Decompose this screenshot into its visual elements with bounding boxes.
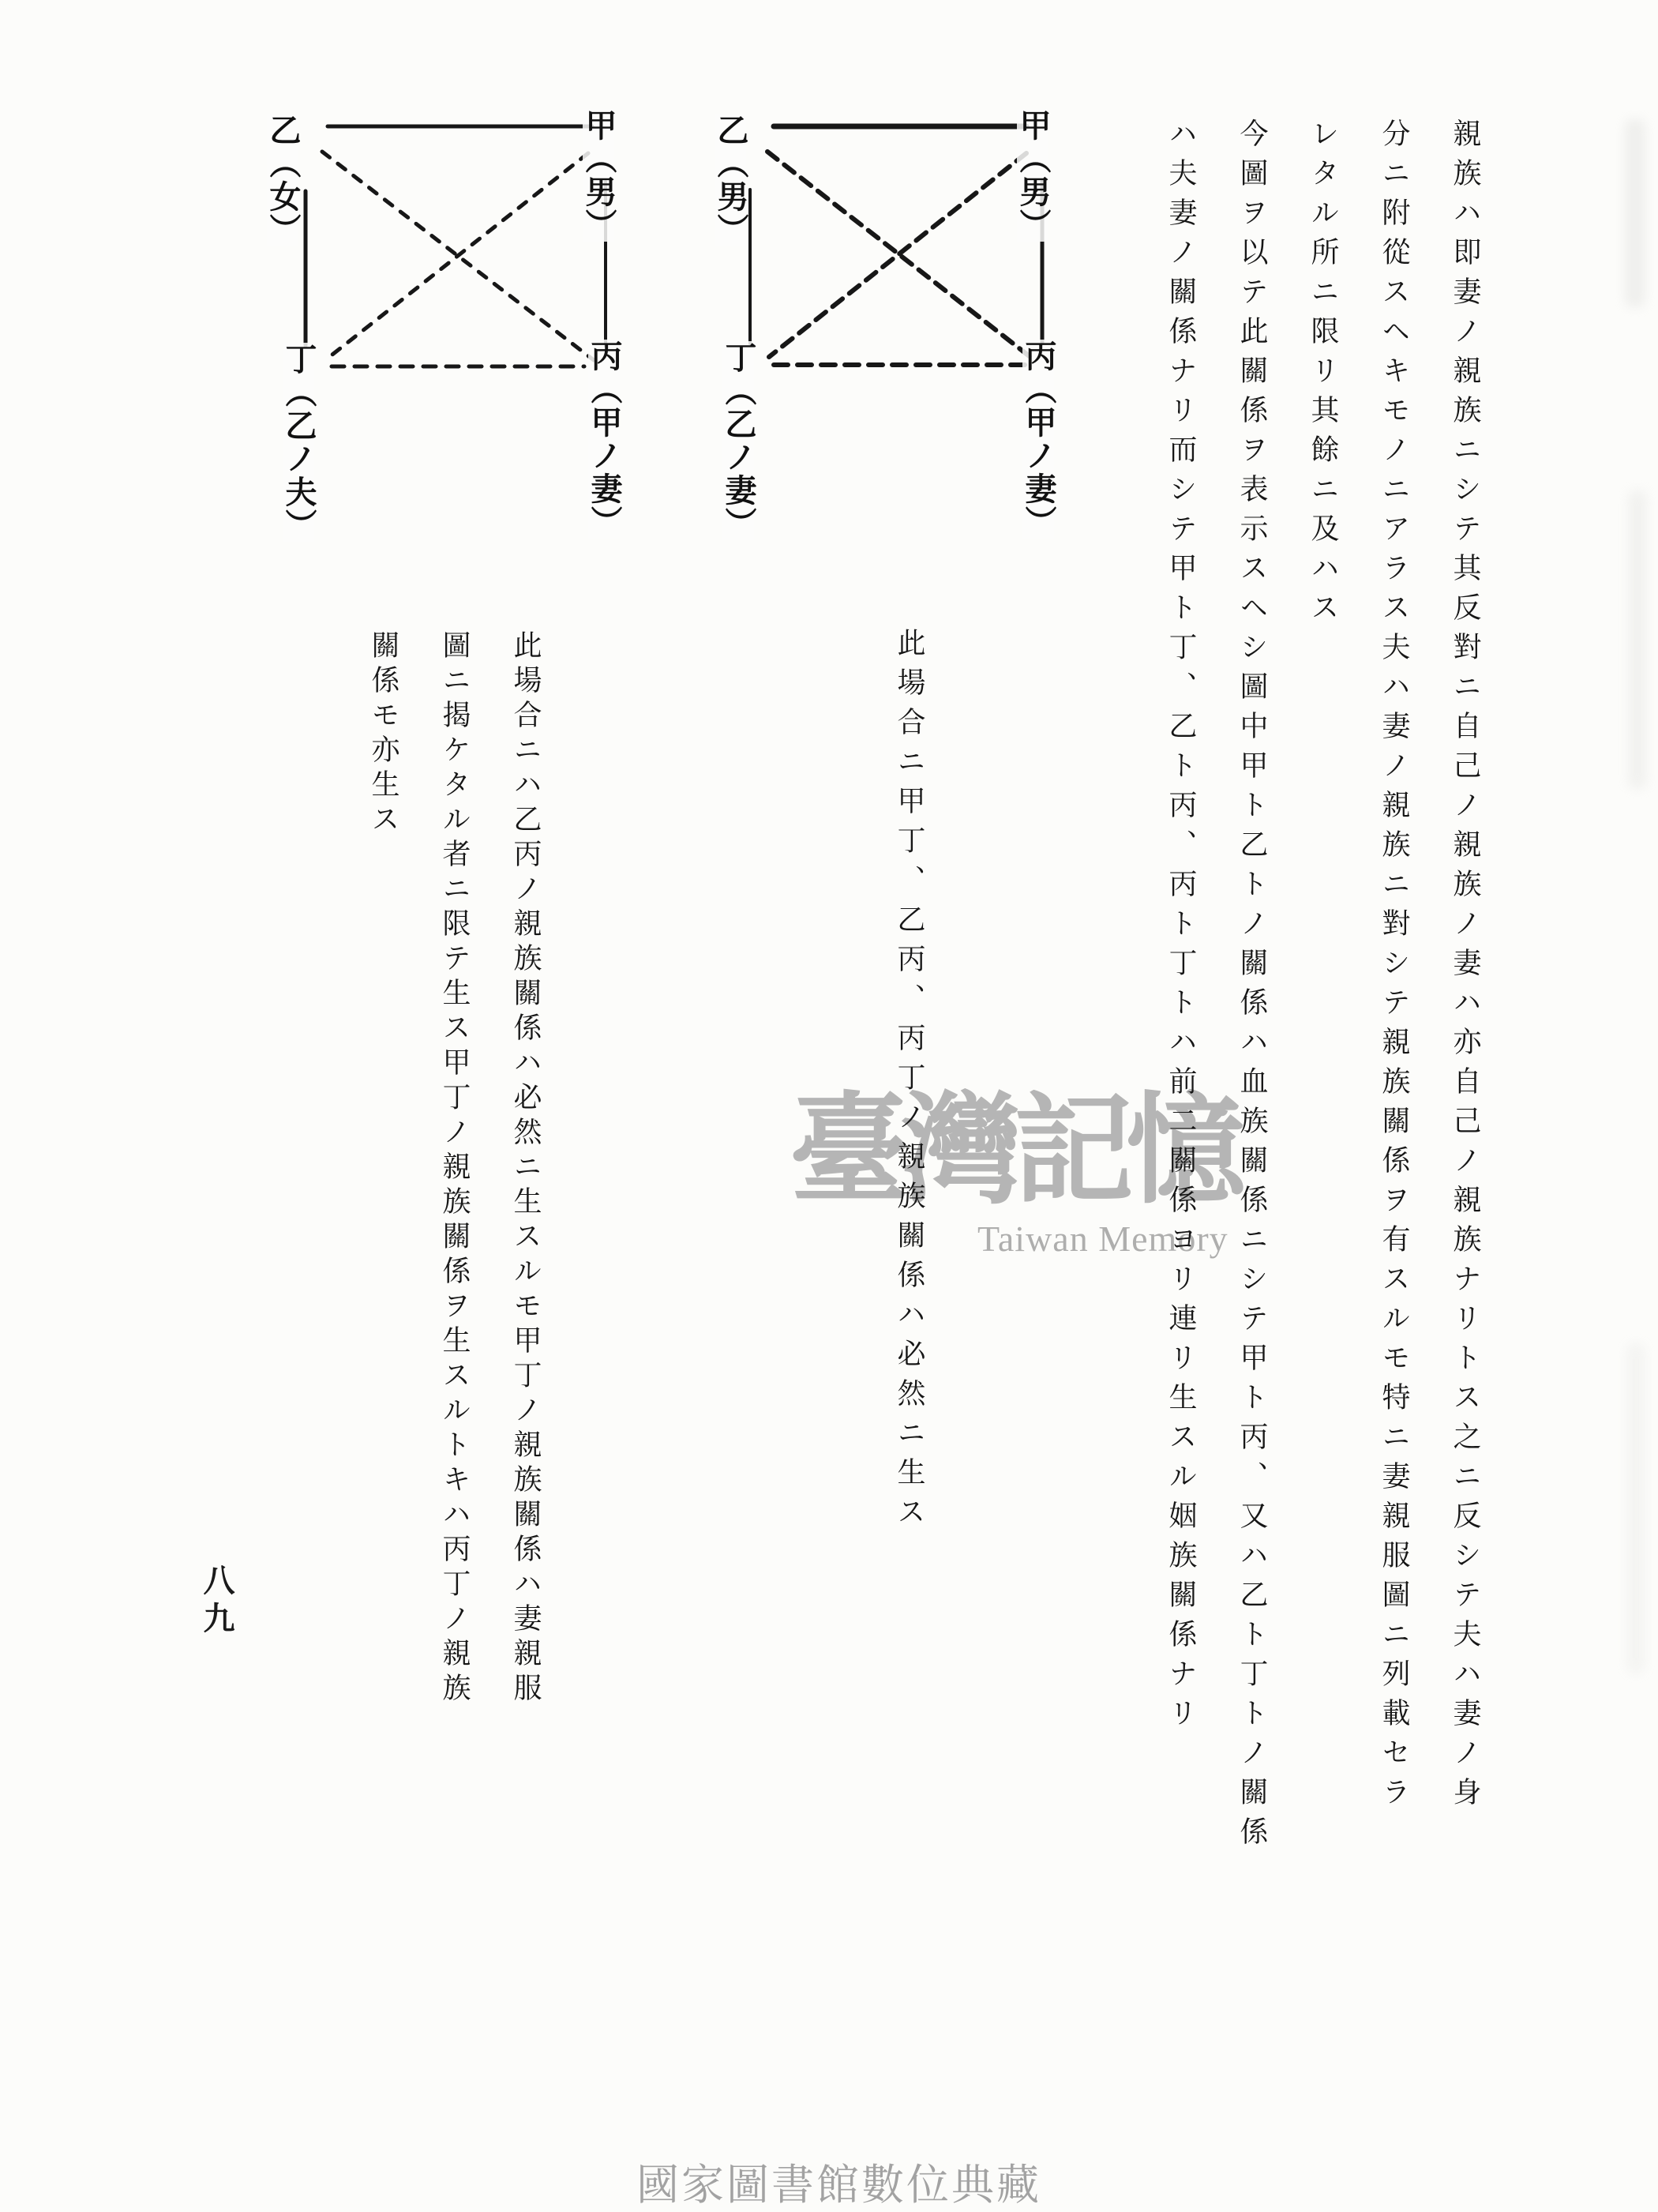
scan-artifact <box>1626 1343 1645 1674</box>
diagram2-node-tei: 丁︵乙ノ夫︶ <box>281 343 317 542</box>
diagram2-node-kou: 甲︵男︶ <box>581 109 617 242</box>
diagram1-node-kou: 甲︵男︶ <box>1015 109 1051 242</box>
diagram2-node-hei: 丙︵甲ノ妻︶ <box>587 340 622 539</box>
diagram2-node-otsu: 乙︵女︶ <box>265 114 301 246</box>
text-column-left-2: 圖ニ揭ケタル者ニ限テ生ス甲丁ノ親族關係ヲ生スルトキハ丙丁ノ親族 <box>439 630 471 1707</box>
text-column-1: 親族ハ即妻ノ親族ニシテ其反對ニ自己ノ親族ノ妻ハ亦自己ノ親族ナリトス之ニ反シテ夫ハ妻ノ身 <box>1450 118 1481 1816</box>
text-column-left-3: 關係モ亦生ス <box>368 630 399 839</box>
text-column-3: レタル所ニ限リ其餘ニ及ハス <box>1307 118 1339 632</box>
text-column-5: ハ夫妻ノ關係ナリ而シテ甲ト丁、乙ト丙、丙ト丁トハ前二關係ヨリ連リ生スル姻族關係ナリ <box>1165 118 1197 1737</box>
diagram1-node-hei: 丙︵甲ノ妻︶ <box>1021 340 1056 539</box>
archive-footer-caption: 國家圖書館數位典藏 <box>636 2161 1041 2209</box>
watermark-latin-text: Taiwan Memory <box>977 1219 1228 1259</box>
text-column-2: 分ニ附從スヘキモノニアラス夫ハ妻ノ親族ニ對シテ親族關係ヲ有スルモ特ニ妻親服圖ニ列載セラ <box>1379 118 1410 1816</box>
diagram2-diagonal-tr-bl-dashed <box>325 153 588 360</box>
text-column-4: 今圖ヲ以テ此關係ヲ表示スヘシ圖中甲ト乙トノ關係ハ血族關係ニシテ甲ト丙、又ハ乙ト丁トノ關係 <box>1236 118 1268 1856</box>
kinship-diagram-1 <box>695 103 1090 640</box>
text-column-left-1: 此場合ニハ乙丙ノ親族關係ハ必然ニ生スルモ甲丁ノ親族關係ハ妻親服 <box>510 630 542 1707</box>
diagram1-node-otsu: 乙︵男︶ <box>713 114 748 246</box>
scan-artifact <box>1628 490 1647 790</box>
scan-artifact <box>1625 118 1645 308</box>
text-column-middle: 此場合ニ甲丁、乙丙、丙丁ノ親族關係ハ必然ニ生ス <box>894 628 925 1536</box>
watermark-cjk-text: 臺灣記憶 <box>790 1079 1238 1220</box>
page-number: 八九 <box>199 1564 234 1639</box>
diagram1-node-tei: 丁︵乙ノ妻︶ <box>721 341 756 540</box>
kinship-diagram-2 <box>253 103 647 640</box>
